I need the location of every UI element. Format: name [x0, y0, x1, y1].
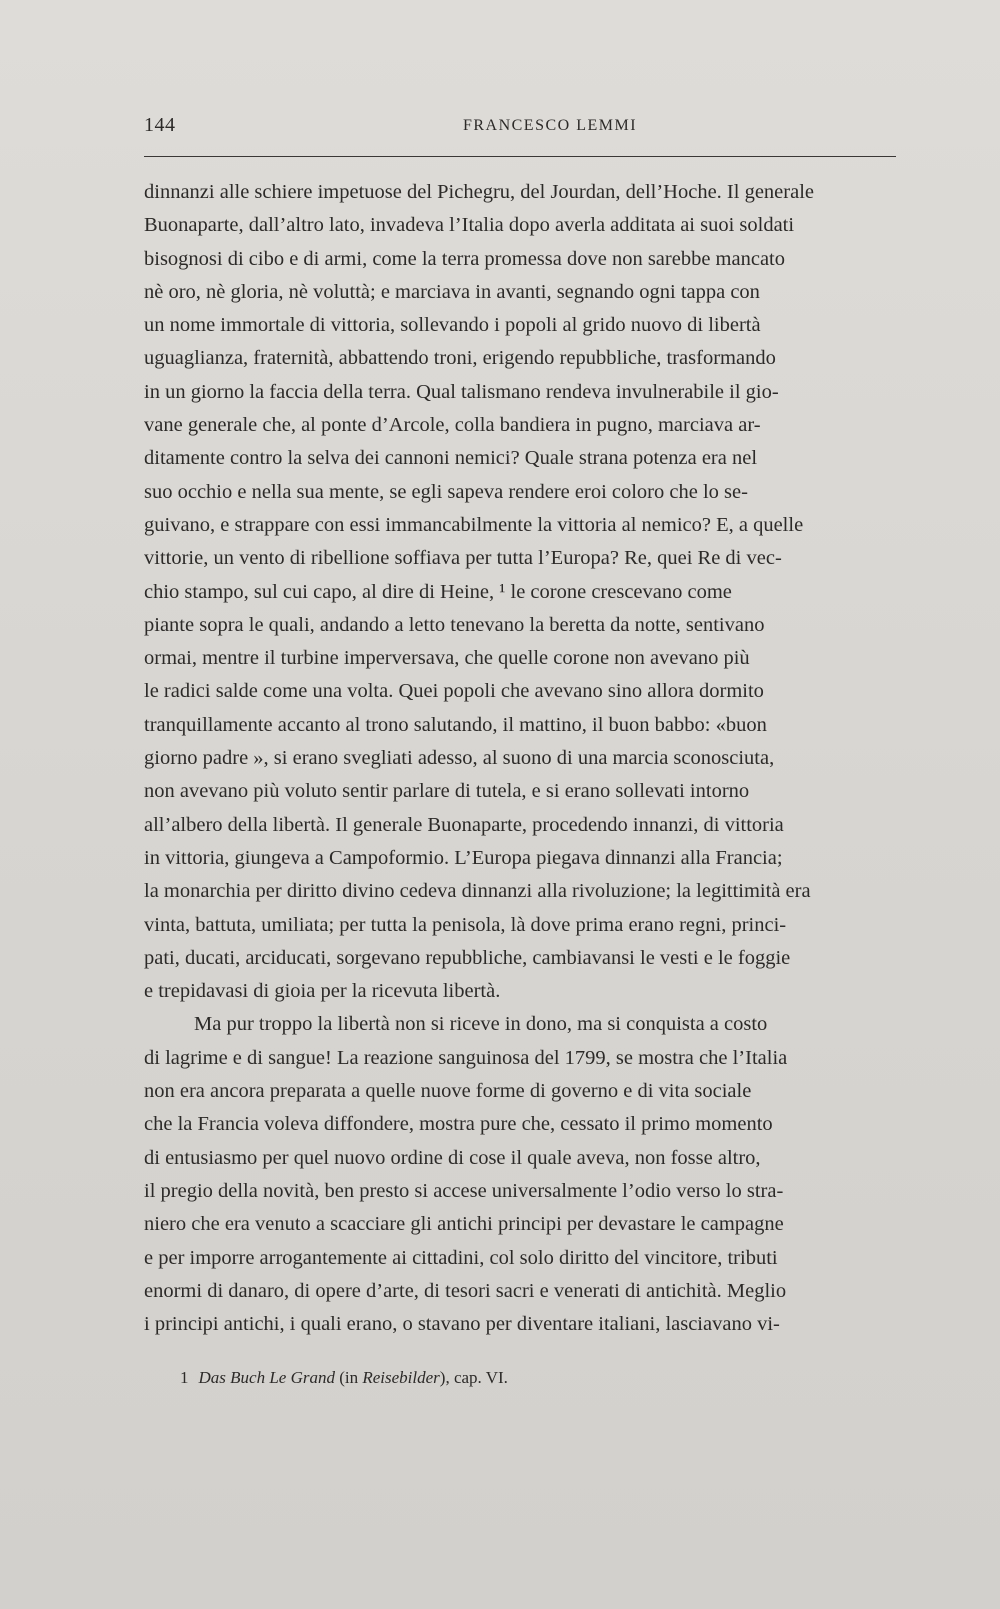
text-line: la monarchia per diritto divino cedeva dinnanzi alla rivoluzione; la legittimità era — [144, 880, 811, 903]
text-line: vane generale che, al ponte d’Arcole, colla bandiera in pugno, marciava ar- — [144, 414, 761, 437]
text-line: di entusiasmo per quel nuovo ordine di cose il quale aveva, non fosse altro, — [144, 1146, 761, 1169]
text-line: uguaglianza, fraternità, abbattendo troni, erigendo repubbliche, trasformando — [144, 347, 776, 370]
page-number: 144 — [144, 114, 176, 136]
text-line: bisognosi di cibo e di armi, come la terra promessa dove non sarebbe mancato — [144, 247, 785, 270]
footnote-paren-open: (in — [339, 1368, 363, 1387]
text-line: chio stampo, sul cui capo, al dire di Heine, ¹ le corone crescevano come — [144, 580, 732, 603]
text-line: il pregio della novità, ben presto si accese universalmente l’odio verso lo stra- — [144, 1179, 784, 1202]
text-line: all’albero della libertà. Il generale Buonaparte, procedendo innanzi, di vittoria — [144, 813, 784, 836]
text-line: vinta, battuta, umiliata; per tutta la penisola, là dove prima erano regni, princi- — [144, 913, 787, 936]
text-line: vittorie, un vento di ribellione soffiava per tutta l’Europa? Re, quei Re di vec- — [144, 547, 782, 570]
text-line: in un giorno la faccia della terra. Qual talismano rendeva invulnerabile il gio- — [144, 380, 779, 403]
text-line: guivano, e strappare con essi immancabilmente la vittoria al nemico? E, a quelle — [144, 513, 804, 536]
footnote — [180, 1368, 508, 1388]
text-line: e trepidavasi di gioia per la ricevuta libertà. — [144, 980, 501, 1003]
text-line: niero che era venuto a scacciare gli antichi principi per devastare le campagne — [144, 1213, 784, 1236]
text-line: le radici salde come una volta. Quei popoli che avevano sino allora dormito — [144, 680, 764, 703]
text-line: Buonaparte, dall’altro lato, invadeva l’Italia dopo averla additata ai suoi soldati — [144, 214, 795, 237]
text-line: non avevano più voluto sentir parlare di tutela, e si erano sollevati intorno — [144, 780, 750, 803]
text-line: in vittoria, giungeva a Campoformio. L’Europa piegava dinnanzi alla Francia; — [144, 846, 783, 869]
text-line: non era ancora preparata a quelle nuove forme di governo e di vita sociale — [144, 1080, 752, 1103]
running-head: FRANCESCO LEMMI — [462, 117, 638, 134]
header-rule — [144, 156, 896, 157]
text-line: i principi antichi, i quali erano, o stavano per diventare italiani, lasciavano vi- — [144, 1313, 780, 1336]
footnote-work: Reisebilder — [362, 1368, 440, 1387]
text-line: enormi di danaro, di opere d’arte, di tesori sacri e venerati di antichità. Meglio — [144, 1279, 787, 1302]
text-line: ditamente contro la selva dei cannoni nemici? Quale strana potenza era nel — [144, 447, 758, 470]
body-text — [144, 176, 924, 1341]
text-line: tranquillamente accanto al trono salutando, il mattino, il buon babbo: «buon — [144, 713, 767, 736]
text-line: un nome immortale di vittoria, sollevando i popoli al grido nuovo di libertà — [144, 314, 761, 337]
text-line: nè oro, nè gloria, nè voluttà; e marciava in avanti, segnando ogni tappa con — [144, 280, 760, 303]
footnote-number: 1 — [180, 1368, 189, 1387]
footnote-title: Das Buch Le Grand — [198, 1368, 335, 1387]
text-line: di lagrime e di sangue! La reazione sanguinosa del 1799, se mostra che l’Italia — [144, 1046, 788, 1069]
text-line: e per imporre arrogantemente ai cittadini, col solo diritto del vincitore, tributi — [144, 1246, 778, 1269]
text-line: pati, ducati, arciducati, sorgevano repubbliche, cambiavansi le vesti e le foggie — [144, 946, 791, 969]
text-line: che la Francia voleva diffondere, mostra pure che, cessato il primo momento — [144, 1113, 773, 1136]
text-line: piante sopra le quali, andando a letto tenevano la beretta da notte, sentivano — [144, 613, 765, 636]
text-line: giorno padre », si erano svegliati adesso, al suono di una marcia sconosciuta, — [144, 747, 775, 770]
page-header — [144, 114, 896, 144]
text-line: suo occhio e nella sua mente, se egli sapeva rendere eroi coloro che lo se- — [144, 480, 748, 503]
text-line: Ma pur troppo la libertà non si riceve in dono, ma si conquista a costo — [194, 1013, 768, 1036]
text-line: dinnanzi alle schiere impetuose del Pichegru, del Jourdan, dell’Hoche. Il generale — [144, 181, 814, 203]
footnote-paren-close: ), cap. VI. — [439, 1368, 508, 1387]
text-line: ormai, mentre il turbine imperversava, che quelle corone non avevano più — [144, 647, 750, 670]
